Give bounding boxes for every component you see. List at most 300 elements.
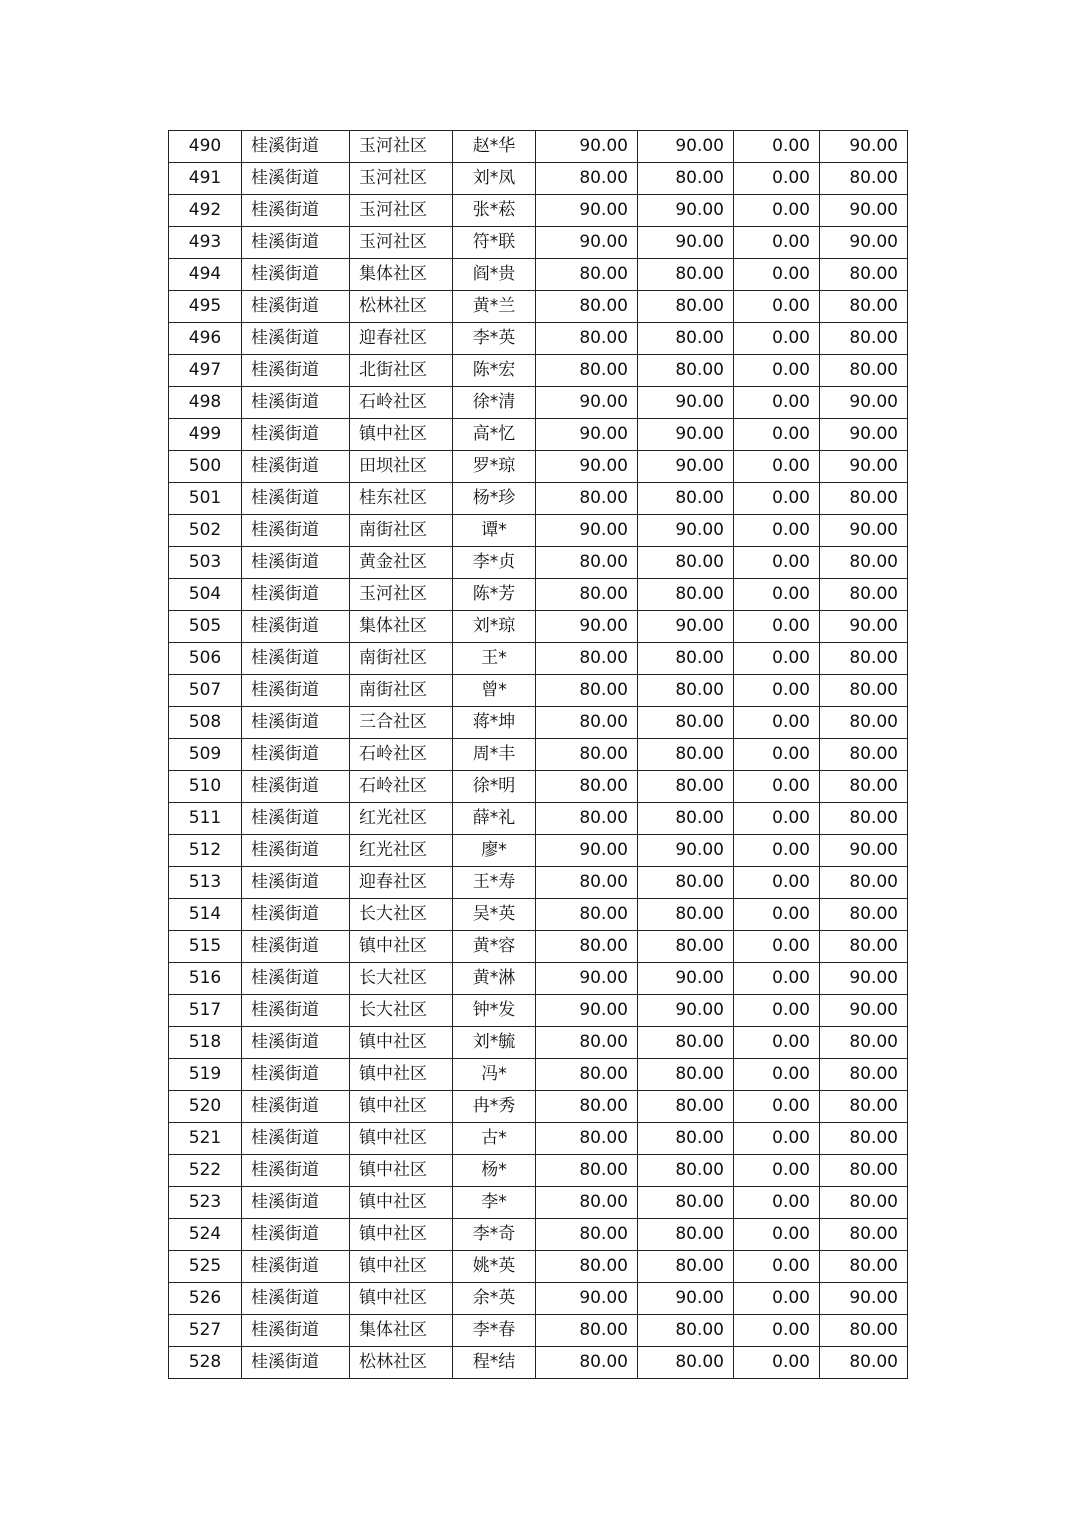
community-cell: 镇中社区 bbox=[350, 419, 453, 451]
row-number-cell: 503 bbox=[169, 547, 242, 579]
row-number-cell: 523 bbox=[169, 1187, 242, 1219]
name-cell: 徐*明 bbox=[453, 771, 536, 803]
community-cell: 松林社区 bbox=[350, 291, 453, 323]
table-row bbox=[169, 1283, 908, 1315]
row-number-cell: 513 bbox=[169, 867, 242, 899]
community-cell: 玉河社区 bbox=[350, 131, 453, 163]
amount-cell-2: 90.00 bbox=[638, 963, 734, 995]
table-row bbox=[169, 547, 908, 579]
row-number-cell: 499 bbox=[169, 419, 242, 451]
amount-cell-2: 80.00 bbox=[638, 323, 734, 355]
name-cell: 余*英 bbox=[453, 1283, 536, 1315]
community-cell: 北街社区 bbox=[350, 355, 453, 387]
street-cell: 桂溪街道 bbox=[242, 675, 350, 707]
street-cell: 桂溪街道 bbox=[242, 1187, 350, 1219]
street-cell: 桂溪街道 bbox=[242, 835, 350, 867]
community-cell: 石岭社区 bbox=[350, 387, 453, 419]
street-cell: 桂溪街道 bbox=[242, 515, 350, 547]
street-cell: 桂溪街道 bbox=[242, 227, 350, 259]
amount-cell-4: 90.00 bbox=[820, 131, 908, 163]
amount-cell-4: 90.00 bbox=[820, 387, 908, 419]
name-cell: 薛*礼 bbox=[453, 803, 536, 835]
amount-cell-3: 0.00 bbox=[734, 611, 820, 643]
name-cell: 曾* bbox=[453, 675, 536, 707]
amount-cell-2: 80.00 bbox=[638, 803, 734, 835]
amount-cell-4: 90.00 bbox=[820, 451, 908, 483]
amount-cell-2: 90.00 bbox=[638, 227, 734, 259]
name-cell: 廖* bbox=[453, 835, 536, 867]
amount-cell-4: 90.00 bbox=[820, 195, 908, 227]
table-row bbox=[169, 227, 908, 259]
community-cell: 红光社区 bbox=[350, 803, 453, 835]
community-cell: 红光社区 bbox=[350, 835, 453, 867]
amount-cell-2: 80.00 bbox=[638, 259, 734, 291]
amount-cell-1: 80.00 bbox=[536, 931, 638, 963]
amount-cell-3: 0.00 bbox=[734, 835, 820, 867]
name-cell: 杨* bbox=[453, 1155, 536, 1187]
street-cell: 桂溪街道 bbox=[242, 259, 350, 291]
amount-cell-3: 0.00 bbox=[734, 963, 820, 995]
amount-cell-1: 90.00 bbox=[536, 1283, 638, 1315]
community-cell: 黄金社区 bbox=[350, 547, 453, 579]
amount-cell-3: 0.00 bbox=[734, 387, 820, 419]
community-cell: 玉河社区 bbox=[350, 579, 453, 611]
table-row bbox=[169, 355, 908, 387]
amount-cell-1: 90.00 bbox=[536, 611, 638, 643]
amount-cell-3: 0.00 bbox=[734, 195, 820, 227]
amount-cell-1: 80.00 bbox=[536, 867, 638, 899]
amount-cell-1: 80.00 bbox=[536, 1187, 638, 1219]
street-cell: 桂溪街道 bbox=[242, 803, 350, 835]
amount-cell-3: 0.00 bbox=[734, 419, 820, 451]
community-cell: 玉河社区 bbox=[350, 163, 453, 195]
row-number-cell: 502 bbox=[169, 515, 242, 547]
amount-cell-2: 80.00 bbox=[638, 547, 734, 579]
amount-cell-2: 90.00 bbox=[638, 1283, 734, 1315]
community-cell: 南街社区 bbox=[350, 643, 453, 675]
community-cell: 田坝社区 bbox=[350, 451, 453, 483]
table-row bbox=[169, 1091, 908, 1123]
amount-cell-1: 90.00 bbox=[536, 995, 638, 1027]
amount-cell-2: 90.00 bbox=[638, 611, 734, 643]
name-cell: 张*菘 bbox=[453, 195, 536, 227]
table-row bbox=[169, 1347, 908, 1379]
table-row bbox=[169, 739, 908, 771]
amount-cell-1: 80.00 bbox=[536, 355, 638, 387]
row-number-cell: 505 bbox=[169, 611, 242, 643]
street-cell: 桂溪街道 bbox=[242, 1027, 350, 1059]
amount-cell-3: 0.00 bbox=[734, 771, 820, 803]
amount-cell-2: 80.00 bbox=[638, 1091, 734, 1123]
amount-cell-4: 80.00 bbox=[820, 1123, 908, 1155]
amount-cell-3: 0.00 bbox=[734, 323, 820, 355]
row-number-cell: 507 bbox=[169, 675, 242, 707]
amount-cell-3: 0.00 bbox=[734, 547, 820, 579]
amount-cell-4: 80.00 bbox=[820, 547, 908, 579]
amount-cell-3: 0.00 bbox=[734, 707, 820, 739]
amount-cell-4: 80.00 bbox=[820, 643, 908, 675]
amount-cell-4: 90.00 bbox=[820, 963, 908, 995]
street-cell: 桂溪街道 bbox=[242, 419, 350, 451]
table-row bbox=[169, 931, 908, 963]
amount-cell-1: 80.00 bbox=[536, 1251, 638, 1283]
street-cell: 桂溪街道 bbox=[242, 451, 350, 483]
community-cell: 桂东社区 bbox=[350, 483, 453, 515]
name-cell: 高*忆 bbox=[453, 419, 536, 451]
row-number-cell: 498 bbox=[169, 387, 242, 419]
amount-cell-1: 80.00 bbox=[536, 259, 638, 291]
row-number-cell: 506 bbox=[169, 643, 242, 675]
community-cell: 长大社区 bbox=[350, 963, 453, 995]
street-cell: 桂溪街道 bbox=[242, 387, 350, 419]
row-number-cell: 514 bbox=[169, 899, 242, 931]
table-row bbox=[169, 1123, 908, 1155]
table-row bbox=[169, 1315, 908, 1347]
community-cell: 镇中社区 bbox=[350, 1027, 453, 1059]
community-cell: 三合社区 bbox=[350, 707, 453, 739]
row-number-cell: 517 bbox=[169, 995, 242, 1027]
amount-cell-3: 0.00 bbox=[734, 1315, 820, 1347]
community-cell: 集体社区 bbox=[350, 1315, 453, 1347]
row-number-cell: 524 bbox=[169, 1219, 242, 1251]
community-cell: 长大社区 bbox=[350, 899, 453, 931]
amount-cell-2: 80.00 bbox=[638, 931, 734, 963]
community-cell: 镇中社区 bbox=[350, 1091, 453, 1123]
name-cell: 刘*毓 bbox=[453, 1027, 536, 1059]
community-cell: 南街社区 bbox=[350, 675, 453, 707]
street-cell: 桂溪街道 bbox=[242, 547, 350, 579]
name-cell: 钟*发 bbox=[453, 995, 536, 1027]
amount-cell-2: 80.00 bbox=[638, 483, 734, 515]
name-cell: 刘*凤 bbox=[453, 163, 536, 195]
table-row bbox=[169, 131, 908, 163]
amount-cell-4: 90.00 bbox=[820, 1283, 908, 1315]
amount-cell-2: 80.00 bbox=[638, 355, 734, 387]
street-cell: 桂溪街道 bbox=[242, 1123, 350, 1155]
amount-cell-2: 90.00 bbox=[638, 419, 734, 451]
name-cell: 阎*贵 bbox=[453, 259, 536, 291]
amount-cell-4: 80.00 bbox=[820, 1059, 908, 1091]
community-cell: 迎春社区 bbox=[350, 323, 453, 355]
table-row bbox=[169, 483, 908, 515]
amount-cell-3: 0.00 bbox=[734, 355, 820, 387]
amount-cell-4: 80.00 bbox=[820, 355, 908, 387]
amount-cell-1: 90.00 bbox=[536, 515, 638, 547]
row-number-cell: 512 bbox=[169, 835, 242, 867]
table-row bbox=[169, 1155, 908, 1187]
amount-cell-4: 90.00 bbox=[820, 419, 908, 451]
table-row bbox=[169, 323, 908, 355]
amount-cell-3: 0.00 bbox=[734, 675, 820, 707]
row-number-cell: 516 bbox=[169, 963, 242, 995]
row-number-cell: 525 bbox=[169, 1251, 242, 1283]
table-row bbox=[169, 1059, 908, 1091]
amount-cell-2: 80.00 bbox=[638, 1027, 734, 1059]
amount-cell-4: 80.00 bbox=[820, 1315, 908, 1347]
row-number-cell: 521 bbox=[169, 1123, 242, 1155]
community-cell: 镇中社区 bbox=[350, 1283, 453, 1315]
amount-cell-4: 90.00 bbox=[820, 835, 908, 867]
amount-cell-2: 80.00 bbox=[638, 675, 734, 707]
amount-cell-2: 80.00 bbox=[638, 899, 734, 931]
table-row bbox=[169, 387, 908, 419]
street-cell: 桂溪街道 bbox=[242, 643, 350, 675]
table-row bbox=[169, 963, 908, 995]
table-row bbox=[169, 1187, 908, 1219]
table-row bbox=[169, 195, 908, 227]
amount-cell-1: 80.00 bbox=[536, 771, 638, 803]
amount-cell-2: 80.00 bbox=[638, 1347, 734, 1379]
name-cell: 李*贞 bbox=[453, 547, 536, 579]
amount-cell-2: 80.00 bbox=[638, 1155, 734, 1187]
street-cell: 桂溪街道 bbox=[242, 1283, 350, 1315]
amount-cell-1: 80.00 bbox=[536, 547, 638, 579]
row-number-cell: 510 bbox=[169, 771, 242, 803]
amount-cell-2: 80.00 bbox=[638, 163, 734, 195]
amount-cell-2: 80.00 bbox=[638, 867, 734, 899]
name-cell: 刘*琼 bbox=[453, 611, 536, 643]
street-cell: 桂溪街道 bbox=[242, 1219, 350, 1251]
amount-cell-2: 80.00 bbox=[638, 1059, 734, 1091]
amount-cell-3: 0.00 bbox=[734, 1059, 820, 1091]
row-number-cell: 504 bbox=[169, 579, 242, 611]
name-cell: 徐*清 bbox=[453, 387, 536, 419]
table-row bbox=[169, 867, 908, 899]
name-cell: 符*联 bbox=[453, 227, 536, 259]
row-number-cell: 518 bbox=[169, 1027, 242, 1059]
amount-cell-4: 90.00 bbox=[820, 515, 908, 547]
amount-cell-1: 80.00 bbox=[536, 675, 638, 707]
row-number-cell: 497 bbox=[169, 355, 242, 387]
row-number-cell: 527 bbox=[169, 1315, 242, 1347]
row-number-cell: 515 bbox=[169, 931, 242, 963]
street-cell: 桂溪街道 bbox=[242, 483, 350, 515]
amount-cell-4: 80.00 bbox=[820, 1155, 908, 1187]
amount-cell-1: 80.00 bbox=[536, 1315, 638, 1347]
row-number-cell: 490 bbox=[169, 131, 242, 163]
amount-cell-3: 0.00 bbox=[734, 899, 820, 931]
amount-cell-2: 80.00 bbox=[638, 643, 734, 675]
community-cell: 镇中社区 bbox=[350, 1155, 453, 1187]
amount-cell-4: 80.00 bbox=[820, 323, 908, 355]
row-number-cell: 491 bbox=[169, 163, 242, 195]
table-row bbox=[169, 611, 908, 643]
street-cell: 桂溪街道 bbox=[242, 1155, 350, 1187]
name-cell: 李*英 bbox=[453, 323, 536, 355]
table-body bbox=[169, 131, 908, 1379]
street-cell: 桂溪街道 bbox=[242, 899, 350, 931]
name-cell: 吴*英 bbox=[453, 899, 536, 931]
row-number-cell: 493 bbox=[169, 227, 242, 259]
amount-cell-1: 80.00 bbox=[536, 1219, 638, 1251]
amount-cell-2: 80.00 bbox=[638, 291, 734, 323]
amount-cell-1: 80.00 bbox=[536, 643, 638, 675]
name-cell: 李*春 bbox=[453, 1315, 536, 1347]
street-cell: 桂溪街道 bbox=[242, 1347, 350, 1379]
amount-cell-4: 80.00 bbox=[820, 1347, 908, 1379]
name-cell: 冯* bbox=[453, 1059, 536, 1091]
name-cell: 黄*淋 bbox=[453, 963, 536, 995]
amount-cell-1: 80.00 bbox=[536, 579, 638, 611]
row-number-cell: 501 bbox=[169, 483, 242, 515]
amount-cell-4: 80.00 bbox=[820, 1219, 908, 1251]
amount-cell-2: 80.00 bbox=[638, 1251, 734, 1283]
table-row bbox=[169, 643, 908, 675]
amount-cell-4: 80.00 bbox=[820, 771, 908, 803]
row-number-cell: 496 bbox=[169, 323, 242, 355]
community-cell: 镇中社区 bbox=[350, 1059, 453, 1091]
row-number-cell: 494 bbox=[169, 259, 242, 291]
name-cell: 王*寿 bbox=[453, 867, 536, 899]
row-number-cell: 495 bbox=[169, 291, 242, 323]
table-row bbox=[169, 803, 908, 835]
amount-cell-3: 0.00 bbox=[734, 1027, 820, 1059]
data-table bbox=[168, 130, 908, 1379]
community-cell: 长大社区 bbox=[350, 995, 453, 1027]
amount-cell-3: 0.00 bbox=[734, 1283, 820, 1315]
street-cell: 桂溪街道 bbox=[242, 771, 350, 803]
name-cell: 黄*兰 bbox=[453, 291, 536, 323]
amount-cell-4: 80.00 bbox=[820, 1027, 908, 1059]
street-cell: 桂溪街道 bbox=[242, 931, 350, 963]
name-cell: 罗*琼 bbox=[453, 451, 536, 483]
amount-cell-2: 80.00 bbox=[638, 771, 734, 803]
community-cell: 镇中社区 bbox=[350, 1123, 453, 1155]
name-cell: 蒋*坤 bbox=[453, 707, 536, 739]
amount-cell-2: 90.00 bbox=[638, 451, 734, 483]
street-cell: 桂溪街道 bbox=[242, 867, 350, 899]
community-cell: 南街社区 bbox=[350, 515, 453, 547]
table-row bbox=[169, 579, 908, 611]
table-row bbox=[169, 419, 908, 451]
amount-cell-3: 0.00 bbox=[734, 1347, 820, 1379]
amount-cell-3: 0.00 bbox=[734, 515, 820, 547]
table-row bbox=[169, 995, 908, 1027]
street-cell: 桂溪街道 bbox=[242, 963, 350, 995]
table-row bbox=[169, 899, 908, 931]
street-cell: 桂溪街道 bbox=[242, 707, 350, 739]
amount-cell-4: 80.00 bbox=[820, 675, 908, 707]
amount-cell-4: 80.00 bbox=[820, 579, 908, 611]
name-cell: 谭* bbox=[453, 515, 536, 547]
amount-cell-3: 0.00 bbox=[734, 1091, 820, 1123]
amount-cell-4: 80.00 bbox=[820, 163, 908, 195]
amount-cell-1: 80.00 bbox=[536, 291, 638, 323]
table-row bbox=[169, 835, 908, 867]
row-number-cell: 508 bbox=[169, 707, 242, 739]
table-row bbox=[169, 707, 908, 739]
street-cell: 桂溪街道 bbox=[242, 1315, 350, 1347]
name-cell: 赵*华 bbox=[453, 131, 536, 163]
community-cell: 玉河社区 bbox=[350, 227, 453, 259]
amount-cell-4: 80.00 bbox=[820, 739, 908, 771]
amount-cell-1: 80.00 bbox=[536, 899, 638, 931]
name-cell: 杨*珍 bbox=[453, 483, 536, 515]
row-number-cell: 526 bbox=[169, 1283, 242, 1315]
row-number-cell: 519 bbox=[169, 1059, 242, 1091]
amount-cell-1: 80.00 bbox=[536, 163, 638, 195]
amount-cell-4: 80.00 bbox=[820, 1187, 908, 1219]
community-cell: 镇中社区 bbox=[350, 1251, 453, 1283]
community-cell: 石岭社区 bbox=[350, 739, 453, 771]
amount-cell-1: 80.00 bbox=[536, 1059, 638, 1091]
amount-cell-3: 0.00 bbox=[734, 803, 820, 835]
table-row bbox=[169, 1027, 908, 1059]
table-row bbox=[169, 163, 908, 195]
table-row bbox=[169, 451, 908, 483]
amount-cell-4: 80.00 bbox=[820, 1091, 908, 1123]
amount-cell-4: 90.00 bbox=[820, 227, 908, 259]
amount-cell-3: 0.00 bbox=[734, 163, 820, 195]
street-cell: 桂溪街道 bbox=[242, 1091, 350, 1123]
amount-cell-4: 80.00 bbox=[820, 931, 908, 963]
amount-cell-1: 80.00 bbox=[536, 707, 638, 739]
amount-cell-4: 80.00 bbox=[820, 707, 908, 739]
amount-cell-1: 80.00 bbox=[536, 803, 638, 835]
community-cell: 镇中社区 bbox=[350, 1219, 453, 1251]
amount-cell-4: 80.00 bbox=[820, 1251, 908, 1283]
street-cell: 桂溪街道 bbox=[242, 163, 350, 195]
amount-cell-4: 80.00 bbox=[820, 867, 908, 899]
name-cell: 冉*秀 bbox=[453, 1091, 536, 1123]
amount-cell-1: 80.00 bbox=[536, 323, 638, 355]
street-cell: 桂溪街道 bbox=[242, 579, 350, 611]
street-cell: 桂溪街道 bbox=[242, 995, 350, 1027]
amount-cell-1: 90.00 bbox=[536, 835, 638, 867]
street-cell: 桂溪街道 bbox=[242, 1251, 350, 1283]
amount-cell-1: 80.00 bbox=[536, 1347, 638, 1379]
amount-cell-4: 80.00 bbox=[820, 483, 908, 515]
amount-cell-2: 80.00 bbox=[638, 1187, 734, 1219]
amount-cell-4: 80.00 bbox=[820, 899, 908, 931]
name-cell: 姚*英 bbox=[453, 1251, 536, 1283]
street-cell: 桂溪街道 bbox=[242, 131, 350, 163]
amount-cell-3: 0.00 bbox=[734, 483, 820, 515]
amount-cell-2: 90.00 bbox=[638, 515, 734, 547]
community-cell: 松林社区 bbox=[350, 1347, 453, 1379]
amount-cell-3: 0.00 bbox=[734, 131, 820, 163]
name-cell: 古* bbox=[453, 1123, 536, 1155]
table-row bbox=[169, 771, 908, 803]
street-cell: 桂溪街道 bbox=[242, 1059, 350, 1091]
row-number-cell: 500 bbox=[169, 451, 242, 483]
name-cell: 陈*芳 bbox=[453, 579, 536, 611]
amount-cell-3: 0.00 bbox=[734, 1251, 820, 1283]
amount-cell-1: 80.00 bbox=[536, 483, 638, 515]
street-cell: 桂溪街道 bbox=[242, 355, 350, 387]
community-cell: 玉河社区 bbox=[350, 195, 453, 227]
street-cell: 桂溪街道 bbox=[242, 739, 350, 771]
amount-cell-3: 0.00 bbox=[734, 995, 820, 1027]
amount-cell-1: 90.00 bbox=[536, 195, 638, 227]
amount-cell-2: 90.00 bbox=[638, 387, 734, 419]
amount-cell-3: 0.00 bbox=[734, 259, 820, 291]
amount-cell-2: 80.00 bbox=[638, 1315, 734, 1347]
name-cell: 李* bbox=[453, 1187, 536, 1219]
amount-cell-3: 0.00 bbox=[734, 643, 820, 675]
amount-cell-1: 80.00 bbox=[536, 1027, 638, 1059]
amount-cell-3: 0.00 bbox=[734, 739, 820, 771]
community-cell: 迎春社区 bbox=[350, 867, 453, 899]
amount-cell-2: 90.00 bbox=[638, 195, 734, 227]
name-cell: 黄*容 bbox=[453, 931, 536, 963]
amount-cell-1: 90.00 bbox=[536, 451, 638, 483]
amount-cell-2: 90.00 bbox=[638, 131, 734, 163]
street-cell: 桂溪街道 bbox=[242, 611, 350, 643]
amount-cell-4: 90.00 bbox=[820, 995, 908, 1027]
amount-cell-4: 80.00 bbox=[820, 803, 908, 835]
amount-cell-3: 0.00 bbox=[734, 451, 820, 483]
